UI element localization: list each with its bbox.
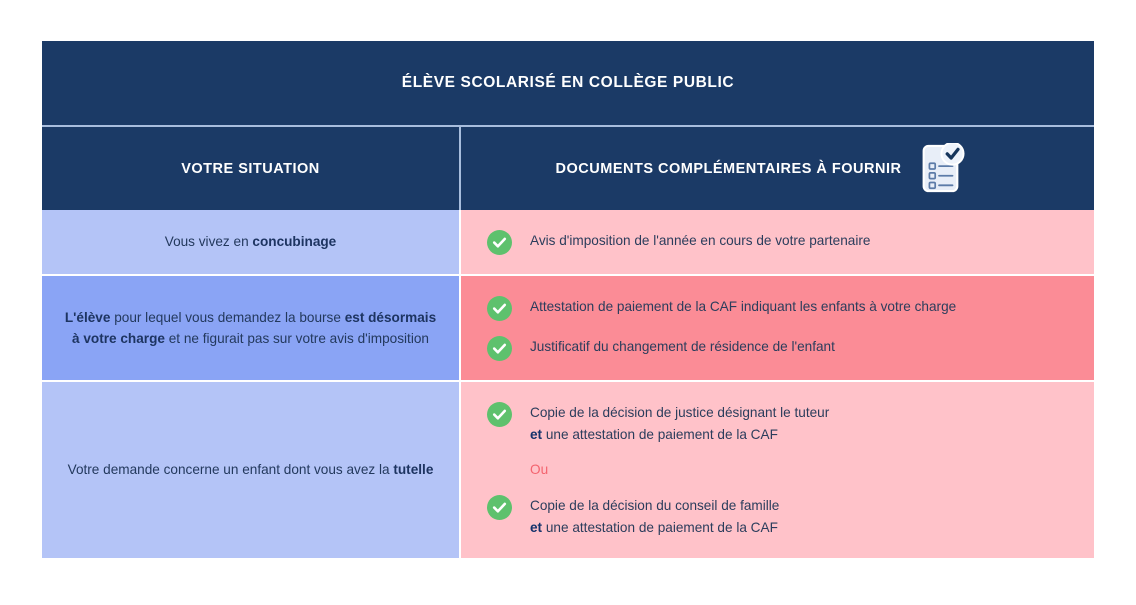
situation-text	[68, 459, 434, 480]
document-line-1: Avis d'imposition de l'année en cours de votre partenaire	[530, 233, 871, 248]
situation-text-bold: tutelle	[393, 462, 434, 478]
table-row	[42, 276, 1094, 382]
clipboard-check-icon	[915, 143, 965, 195]
document-line-1: Copie de la décision du conseil de famille	[530, 497, 780, 513]
page-title: ÉLÈVE SCOLARISÉ EN COLLÈGE PUBLIC	[401, 74, 735, 91]
table-row	[42, 382, 1094, 558]
documents-cell	[461, 382, 1094, 558]
situation-cell	[42, 382, 461, 558]
situation-text-suffix: et ne figurait pas sur votre avis d'imposition	[164, 331, 429, 346]
document-line-1: Attestation de paiement de la CAF indiquant les enfants à votre charge	[530, 299, 957, 314]
document-line-2-bold: et	[530, 427, 543, 443]
check-circle-icon	[487, 296, 512, 321]
check-circle-icon	[487, 336, 512, 361]
document-line-2-rest: une attestation de paiement de la CAF	[542, 427, 778, 443]
document-text	[530, 295, 956, 318]
column-header-documents	[461, 127, 1094, 210]
document-text	[530, 401, 829, 446]
requirements-table	[42, 41, 1094, 559]
list-item	[487, 401, 1068, 446]
document-line-2-rest: une attestation de paiement de la CAF	[542, 519, 778, 535]
column-header-documents-label: DOCUMENTS COMPLÉMENTAIRES À FOURNIR	[555, 160, 902, 177]
situation-text-prefix: Votre demande concerne un enfant dont vous avez la	[67, 462, 394, 478]
situation-text-bold: L'élève	[64, 309, 111, 325]
list-item	[487, 229, 1068, 255]
check-circle-icon	[487, 230, 512, 255]
situation-cell	[42, 210, 461, 276]
table-row	[42, 210, 1094, 276]
table-column-headers	[42, 127, 1094, 210]
list-item	[487, 335, 1068, 361]
or-separator-label: Ou	[530, 462, 549, 478]
document-line-1: Copie de la décision de justice désignant le tuteur	[530, 405, 830, 420]
check-circle-icon	[487, 495, 512, 520]
document-line-1: Justificatif du changement de résidence de l'enfant	[530, 339, 835, 354]
situation-text-bold-2: est désormais à votre charge	[72, 309, 437, 346]
situation-text	[165, 231, 337, 252]
list-item	[487, 295, 1068, 321]
document-line-2-bold: et	[530, 519, 543, 535]
document-text	[530, 335, 835, 358]
document-text	[530, 494, 779, 539]
documents-cell	[461, 210, 1094, 276]
column-header-situation	[42, 127, 461, 210]
column-header-situation-label: VOTRE SITUATION	[181, 160, 320, 177]
documents-cell	[461, 276, 1094, 382]
situation-cell	[42, 276, 461, 382]
situation-text-prefix: Vous vivez en	[164, 234, 253, 250]
document-text	[530, 229, 870, 252]
situation-text	[64, 307, 437, 349]
situation-text-bold: concubinage	[252, 234, 337, 250]
check-circle-icon	[487, 402, 512, 427]
list-item	[487, 494, 1068, 539]
situation-text-middle: pour lequel vous demandez la bourse	[110, 309, 345, 325]
table-title-band	[42, 41, 1094, 127]
